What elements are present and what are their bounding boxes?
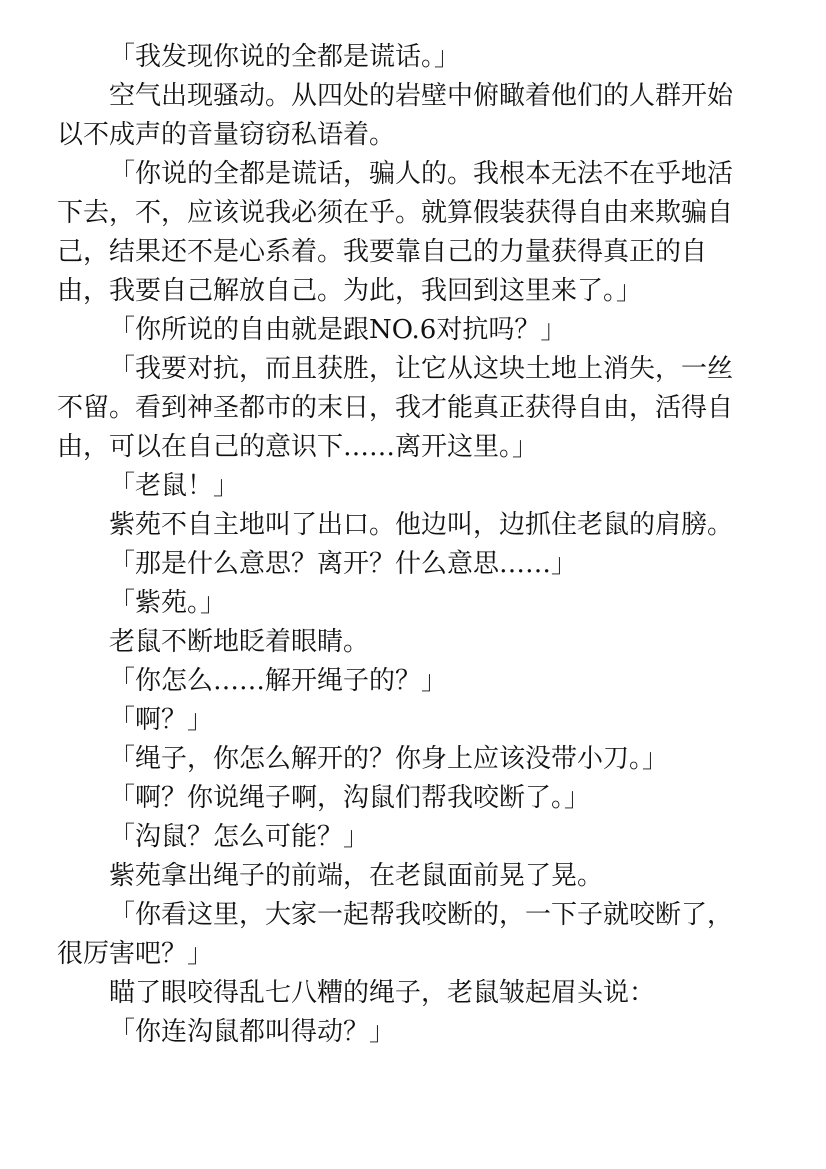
paragraph: 「绳子，你怎么解开的？你身上应该没带小刀。」 (109, 744, 669, 774)
paragraph: 「你看这里，大家一起帮我咬断的，一下子就咬断了，很厉害吧？」 (57, 900, 734, 969)
paragraph: 「你所说的自由就是跟NO.6对抗吗？」 (109, 315, 567, 345)
paragraph: 「我发现你说的全都是谎话。」 (109, 42, 461, 72)
paragraph: 「你怎么……解开绳子的？」 (109, 666, 448, 696)
paragraph: 空气出现骚动。从四处的岩壁中俯瞰着他们的人群开始以不成声的音量窃窃私语着。 (57, 81, 734, 150)
paragraph: 紫苑不自主地叫了出口。他边叫，边抓住老鼠的肩膀。 (109, 510, 734, 540)
paragraph: 「啊？你说绳子啊，沟鼠们帮我咬断了。」 (109, 783, 591, 813)
paragraph: 「我要对抗，而且获胜，让它从这块土地上消失，一丝不留。看到神圣都市的末日，我才能真正获得自由，活得自由，可以在自己的意识下……离开这里。」 (57, 354, 734, 462)
paragraph: 「沟鼠？怎么可能？」 (109, 822, 370, 852)
paragraph: 「你连沟鼠都叫得动？」 (109, 1017, 396, 1047)
paragraph: 紫苑拿出绳子的前端，在老鼠面前晃了晃。 (109, 861, 604, 891)
paragraph: 「那是什么意思？离开？什么意思……」 (109, 549, 578, 579)
paragraph: 瞄了眼咬得乱七八糟的绳子，老鼠皱起眉头说： (109, 978, 656, 1008)
paragraph: 「你说的全都是谎话，骗人的。我根本无法不在乎地活下去，不，应该说我必须在乎。就算假装获得自由来欺骗自己，结果还不是心系着。我要靠自己的力量获得真正的自由，我要自己解放自己。为此，我回到这里来了。」 (57, 159, 734, 306)
paragraph: 「老鼠！」 (109, 471, 240, 501)
paragraph: 「紫苑。」 (109, 588, 227, 618)
paragraph: 老鼠不断地眨着眼睛。 (109, 627, 370, 657)
paragraph: 「啊？」 (109, 705, 214, 735)
page-body (57, 38, 757, 1052)
